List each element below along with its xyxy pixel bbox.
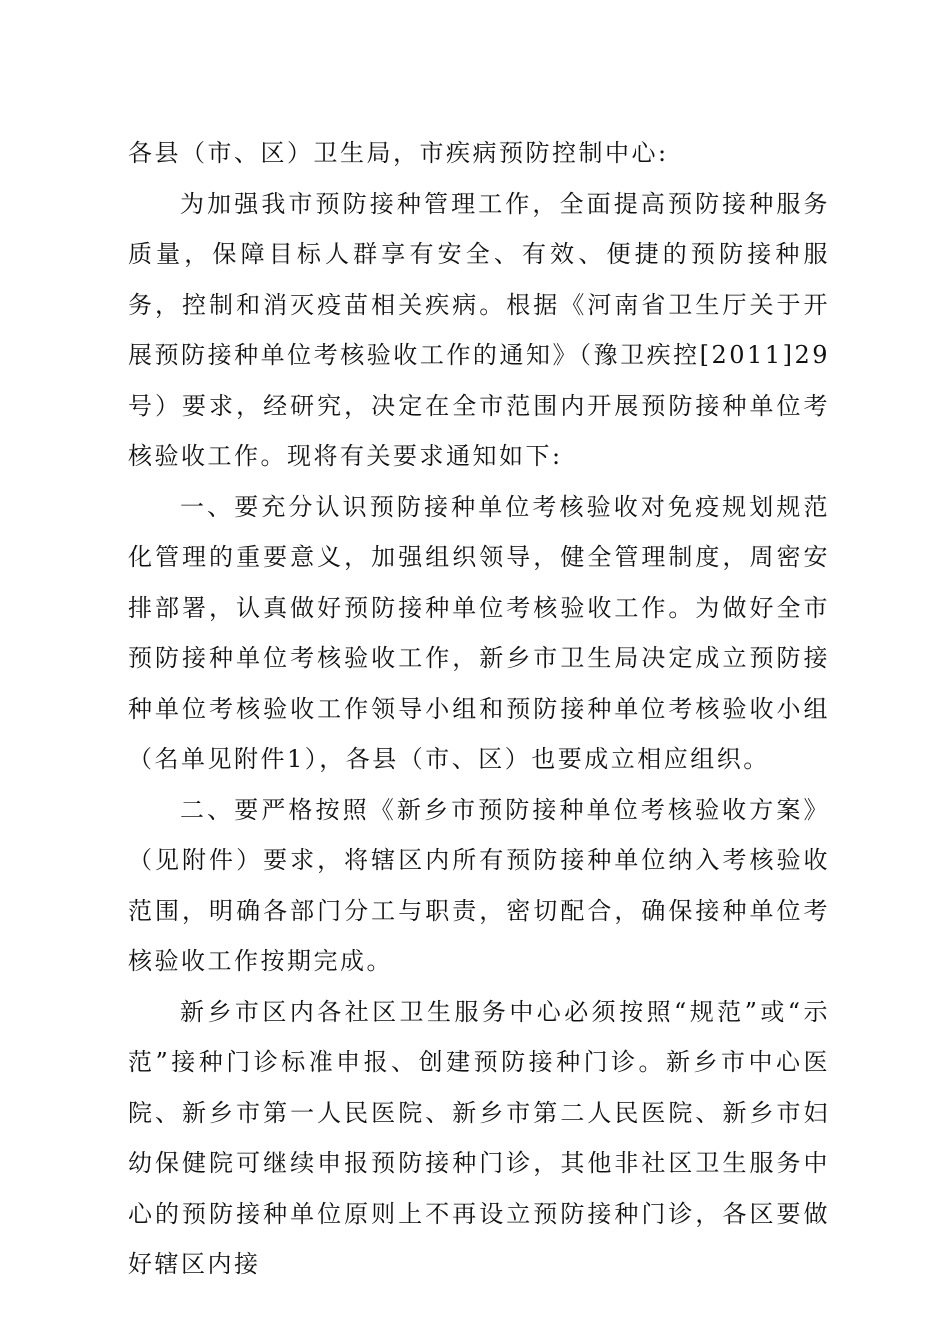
paragraph-item-two: 二、要严格按照《新乡市预防接种单位考核验收方案》（见附件）要求，将辖区内所有预防接种单位纳入考核验收范围，明确各部门分工与职责，密切配合，确保接种单位考核验收工作按期完成。: [128, 795, 830, 975]
salutation: 各县（市、区）卫生局，市疾病预防控制中心:: [128, 139, 669, 167]
paragraph-purpose: 为加强我市预防接种管理工作，全面提高预防接种服务质量，保障目标人群享有安全、有效、便捷的预防接种服务，控制和消灭疫苗相关疾病。根据《河南省卫生厅关于开展预防接种单位考核验收工作的通知》（豫卫疾控[2011]29号）要求，经研究，决定在全市范围内开展预防接种单位考核验收工作。现将有关要求通知如下:: [128, 189, 830, 470]
paragraph-community-clinics: 新乡市区内各社区卫生服务中心必须按照“规范”或“示范”接种门诊标准申报、创建预防接种门诊。新乡市中心医院、新乡市第一人民医院、新乡市第二人民医院、新乡市妇幼保健院可继续申报预防接种门诊，其他非社区卫生服务中心的预防接种单位原则上不再设立预防接种门诊，各区要做好辖区内接: [128, 997, 830, 1278]
document-body: [128, 128, 830, 1290]
paragraph-item-one: 一、要充分认识预防接种单位考核验收对免疫规划规范化管理的重要意义，加强组织领导，健全管理制度，周密安排部署，认真做好预防接种单位考核验收工作。为做好全市预防接种单位考核验收工作，新乡市卫生局决定成立预防接种单位考核验收工作领导小组和预防接种单位考核验收小组（名单见附件1），各县（市、区）也要成立相应组织。: [128, 492, 830, 773]
